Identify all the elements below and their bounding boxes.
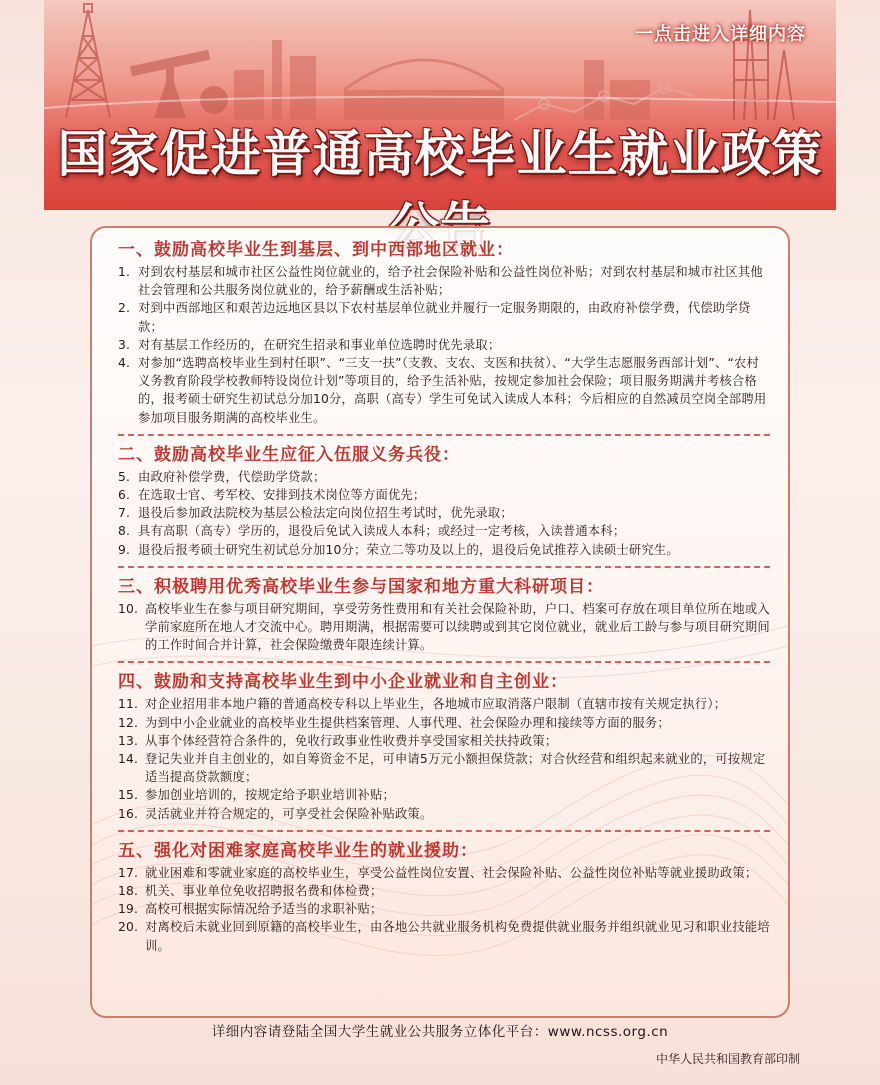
item-number: 19.	[118, 902, 139, 917]
section-divider	[118, 566, 770, 568]
item-text: 灵活就业并符合规定的，可享受社会保险补贴政策。	[145, 806, 433, 821]
item-text: 高校可根据实际情况给予适当的求职补贴；	[145, 902, 383, 917]
item-number: 2.	[118, 301, 131, 316]
footer-platform-line	[0, 1020, 880, 1040]
list-item	[118, 714, 770, 732]
item-number: 18.	[118, 884, 139, 899]
item-text: 具有高职（高专）学历的，退役后免试入读成人本科；或经过一定考核，入读普通本科；	[138, 524, 626, 539]
item-text: 对到中西部地区和艰苦边远地区县以下农村基层单位就业并履行一定服务期限的，由政府补偿学费，代偿助学贷款；	[138, 301, 751, 334]
item-number: 16.	[118, 806, 139, 821]
item-text: 从事个体经营符合条件的，免收行政事业性收费并享受国家相关扶持政策；	[145, 733, 558, 748]
item-number: 8.	[118, 524, 131, 539]
item-text: 对有基层工作经历的，在研究生招录和事业单位选聘时优先录取；	[138, 337, 501, 352]
item-number: 9.	[118, 542, 131, 557]
list-item	[118, 504, 770, 522]
item-text: 在选取士官、考军校、安排到技术岗位等方面优先；	[138, 488, 426, 503]
item-number: 5.	[118, 469, 131, 484]
item-text: 对到农村基层和城市社区公益性岗位就业的，给予社会保险补贴和公益性岗位补贴；对到农村基层和城市社区其他社会管理和公共服务岗位就业的，给予薪酬或生活补贴；	[138, 265, 763, 298]
section-heading: 二、鼓励高校毕业生应征入伍服义务兵役：	[118, 444, 460, 465]
list-item	[118, 750, 770, 786]
item-number: 1.	[118, 265, 131, 279]
item-number: 6.	[118, 488, 131, 503]
item-number: 15.	[118, 788, 139, 803]
item-number: 7.	[118, 506, 131, 521]
list-item	[118, 486, 770, 504]
section-2	[118, 443, 770, 559]
publisher-credit: 中华人民共和国教育部印制	[655, 1052, 800, 1066]
item-number: 14.	[118, 752, 139, 767]
section-1	[118, 238, 770, 427]
item-text: 高校毕业生在参与项目研究期间，享受劳务性费用和有关社会保险补助，户口、档案可存放在项目单位所在地或入学前家庭所在地人才交流中心。聘用期满，根据需要可以续聘或到其它岗位就业，就业后工龄与参与项目研究期间的工作时间合并计算，社会保险缴费年限连续计算。	[145, 601, 770, 653]
item-text: 机关、事业单位免收招聘报名费和体检费；	[145, 884, 383, 899]
section-divider	[118, 830, 770, 832]
section-divider	[118, 661, 770, 663]
list-item	[118, 864, 770, 882]
policy-content	[92, 228, 788, 955]
list-item	[118, 263, 770, 299]
policy-panel	[90, 226, 790, 1018]
item-text: 登记失业并自主创业的，如自筹资金不足，可申请5万元小额担保贷款；对合伙经营和组织起来就业的，可按规定适当提高贷款额度；	[145, 752, 766, 785]
section-heading: 五、强化对困难家庭高校毕业生的就业援助：	[118, 840, 478, 861]
section-heading: 三、积极聘用优秀高校毕业生参与国家和地方重大科研项目：	[118, 576, 604, 597]
list-item	[118, 600, 770, 655]
list-item	[118, 522, 770, 540]
item-text: 由政府补偿学费，代偿助学贷款；	[138, 469, 326, 484]
list-item	[118, 732, 770, 750]
item-text: 退役后报考硕士研究生初试总分加10分；荣立二等功及以上的，退役后免试推荐入读硕士研究生。	[138, 542, 679, 557]
item-text: 对参加“选聘高校毕业生到村任职”、“三支一扶”（支教、支农、支医和扶贫）、“大学生志愿服务西部计划”、“农村义务教育阶段学校教师特设岗位计划”等项目的，给予生活补贴，按规定参加社会保险；项目服务期满并考核合格的，报考硕士研究生初试总分加10分，高职（高专）学生可免试入读成人本科；今后相应的自然减员空岗全部聘用参加项目服务期满的高校毕业生。	[138, 356, 767, 425]
list-item	[118, 900, 770, 918]
item-text: 对离校后未就业回到原籍的高校毕业生，由各地公共就业服务机构免费提供就业服务并组织就业见习和职业技能培训。	[145, 920, 770, 953]
header-banner	[44, 0, 836, 210]
footer-prefix: 详细内容请登陆全国大学生就业公共服务立体化平台：	[211, 1024, 548, 1040]
section-heading: 四、鼓励和支持高校毕业生到中小企业就业和自主创业：	[118, 672, 568, 693]
list-item	[118, 468, 770, 486]
item-text: 为到中小企业就业的高校毕业生提供档案管理、人事代理、社会保险办理和接续等方面的服务；	[145, 715, 670, 730]
list-item	[118, 299, 770, 335]
item-number: 20.	[118, 920, 139, 935]
list-item	[118, 786, 770, 804]
view-details-link[interactable]: 一点击进入详细内容	[635, 24, 806, 45]
item-number: 3.	[118, 337, 131, 352]
item-text: 对企业招用非本地户籍的普通高校专科以上毕业生，各地城市应取消落户限制（直辖市按有关规定执行）；	[145, 697, 727, 712]
list-item	[118, 695, 770, 713]
list-item	[118, 805, 770, 823]
section-5	[118, 839, 770, 955]
list-item	[118, 541, 770, 559]
section-3	[118, 575, 770, 655]
item-number: 12.	[118, 715, 139, 730]
item-number: 13.	[118, 733, 139, 748]
item-text: 参加创业培训的，按规定给予职业培训补贴；	[145, 788, 395, 803]
section-heading: 一、鼓励高校毕业生到基层、到中西部地区就业：	[118, 240, 514, 260]
page-title: 国家促进普通高校毕业生就业政策	[57, 125, 823, 183]
platform-url-link[interactable]: www.ncss.org.cn	[547, 1024, 669, 1040]
item-number: 17.	[118, 865, 139, 880]
list-item	[118, 882, 770, 900]
section-4	[118, 670, 770, 822]
item-number: 10.	[118, 601, 139, 616]
item-text: 就业困难和零就业家庭的高校毕业生，享受公益性岗位安置、社会保险补贴、公益性岗位补贴等就业援助政策；	[145, 865, 758, 880]
section-divider	[118, 434, 770, 436]
list-item	[118, 336, 770, 354]
item-text: 退役后参加政法院校为基层公检法定向岗位招生考试时，优先录取；	[138, 506, 513, 521]
item-number: 11.	[118, 697, 139, 712]
item-number: 4.	[118, 356, 131, 371]
list-item	[118, 354, 770, 427]
list-item	[118, 918, 770, 954]
